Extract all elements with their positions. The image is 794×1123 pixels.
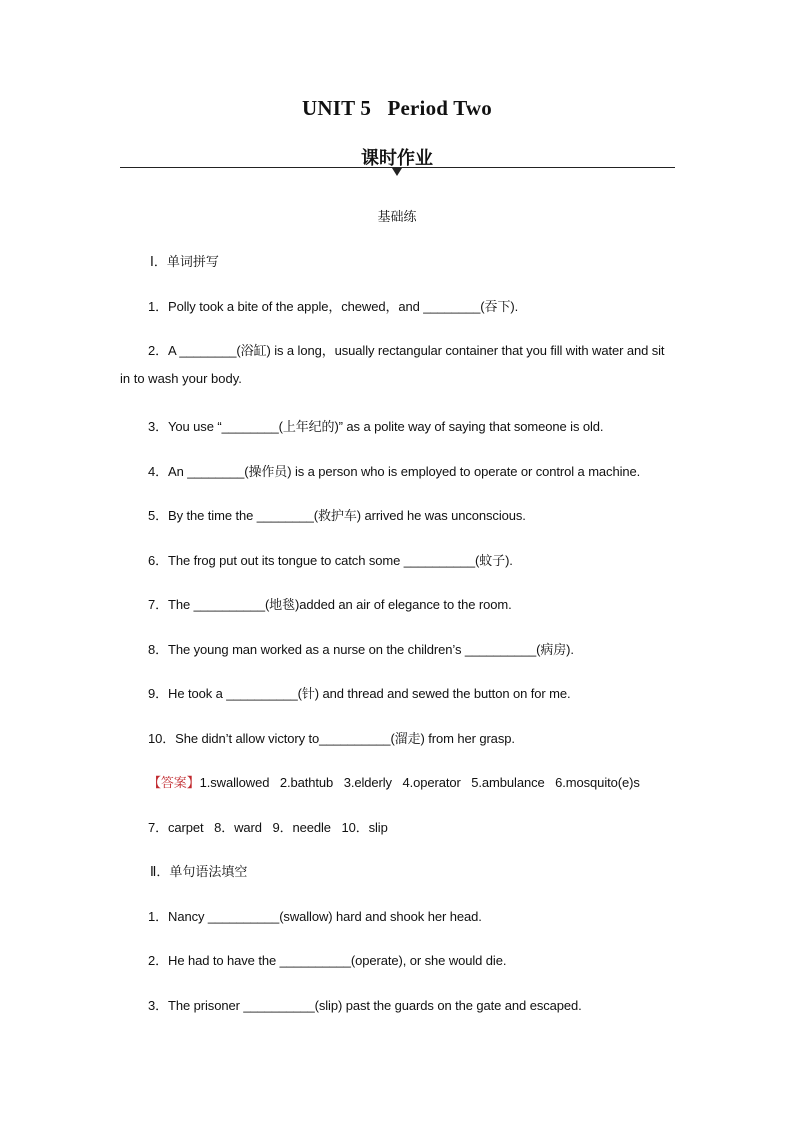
exercise-item: 1．Nancy __________(swallow) hard and shook her head. <box>148 909 482 924</box>
answer-label: 【答案】 <box>148 776 200 791</box>
exercise-item: 8．The young man worked as a nurse on the children’s __________(病房). <box>148 642 574 657</box>
exercise-item: 6．The frog put out its tongue to catch some __________(蚊子). <box>148 553 513 568</box>
answer-line <box>148 772 640 791</box>
exercise-item: 10．She didn’t allow victory to__________(溜走) from her grasp. <box>148 731 515 746</box>
exercise-item: 2．A ________(浴缸) is a long，usually rectangular container that you fill with water and sit <box>148 343 665 358</box>
section-heading: 基础练 <box>377 210 417 225</box>
part2-heading: Ⅱ．单句语法填空 <box>150 865 248 880</box>
page-title: UNIT 5 Period Two <box>302 96 492 120</box>
exercise-item: 5．By the time the ________(救护车) arrived he was unconscious. <box>148 508 526 523</box>
answer-values: 1.swallowed 2.bathtub 3.elderly 4.operator 5.ambulance 6.mosquito(e)s <box>199 775 640 790</box>
exercise-item: 3．You use “________(上年纪的)” as a polite way of saying that someone is old. <box>148 419 604 434</box>
page-subtitle: 课时作业 <box>361 148 433 169</box>
part1-heading: Ⅰ．单词拼写 <box>150 255 219 270</box>
exercise-item: 3．The prisoner __________(slip) past the guards on the gate and escaped. <box>148 998 582 1013</box>
answer-line-continued: 7．carpet 8．ward 9．needle 10．slip <box>148 820 388 835</box>
exercise-item: 2．He had to have the __________(operate), or she would die. <box>148 953 507 968</box>
exercise-item: 7．The __________(地毯)added an air of elegance to the room. <box>148 597 512 612</box>
exercise-item: 9．He took a __________(针) and thread and sewed the button on for me. <box>148 686 571 701</box>
exercise-item-continued: in to wash your body. <box>120 371 242 386</box>
exercise-item: 1．Polly took a bite of the apple，chewed，and ________(吞下). <box>148 299 519 314</box>
exercise-item: 4．An ________(操作员) is a person who is employed to operate or control a machine. <box>148 464 641 479</box>
divider-triangle-icon <box>392 168 402 176</box>
